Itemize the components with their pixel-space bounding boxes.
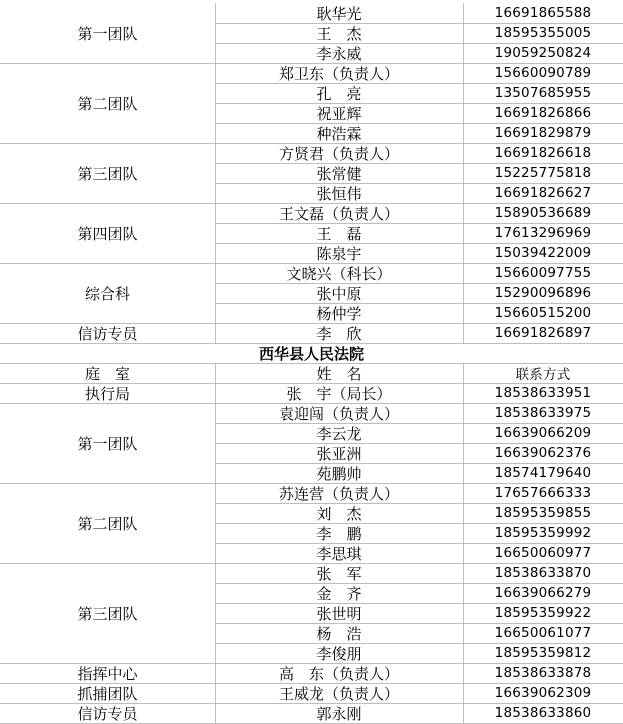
header-name: 姓 名 xyxy=(316,364,362,383)
member-phone: 15660097755 xyxy=(494,265,592,281)
member-name: 金 齐 xyxy=(316,584,362,603)
member-name: 王文磊（负责人） xyxy=(278,204,399,223)
member-name: 张亚洲 xyxy=(316,444,362,463)
member-phone: 15290096896 xyxy=(494,285,592,301)
grid-line xyxy=(463,363,464,383)
member-phone: 18574179640 xyxy=(494,465,592,481)
member-name: 王 杰 xyxy=(316,24,362,43)
member-name: 陈泉宇 xyxy=(316,244,362,263)
member-name: 李云龙 xyxy=(316,424,362,443)
member-phone: 18595359855 xyxy=(494,505,592,521)
member-phone: 16691826618 xyxy=(494,145,592,161)
member-name: 杨仲学 xyxy=(316,304,362,323)
member-name: 张中原 xyxy=(316,284,362,303)
member-name: 李俊朋 xyxy=(316,644,362,663)
member-name: 张世明 xyxy=(316,604,362,623)
member-name: 王 磊 xyxy=(316,224,362,243)
member-phone: 16639066279 xyxy=(494,585,592,601)
department-cell: 综合科 xyxy=(84,284,130,303)
member-name: 张 军 xyxy=(316,564,362,583)
member-name: 李 欣 xyxy=(316,324,362,343)
member-phone: 18595359812 xyxy=(494,645,592,661)
member-phone: 16639062376 xyxy=(494,445,592,461)
member-name: 杨 浩 xyxy=(316,624,362,643)
department-cell: 第三团队 xyxy=(77,164,138,183)
member-phone: 15660090789 xyxy=(494,65,592,81)
member-phone: 16691865588 xyxy=(494,5,592,21)
department-cell: 第四团队 xyxy=(77,224,138,243)
member-name: 郭永刚 xyxy=(316,704,362,723)
member-phone: 15225775818 xyxy=(494,165,592,181)
member-name: 耿华光 xyxy=(316,4,362,23)
member-phone: 18538633951 xyxy=(494,385,592,401)
member-phone: 16639066209 xyxy=(494,425,592,441)
member-name: 李永威 xyxy=(316,44,362,63)
member-phone: 16650060977 xyxy=(494,545,592,561)
member-phone: 15890536689 xyxy=(494,205,592,221)
member-phone: 18538633870 xyxy=(494,565,592,581)
member-phone: 17613296969 xyxy=(494,225,592,241)
grid-line xyxy=(215,363,216,383)
member-name: 郑卫东（负责人） xyxy=(278,64,399,83)
member-name: 李 鹏 xyxy=(316,524,362,543)
member-name: 孔 亮 xyxy=(316,84,362,103)
court-title: 西华县人民法院 xyxy=(258,344,364,363)
member-phone: 16691826866 xyxy=(494,105,592,121)
member-phone: 18538633975 xyxy=(494,405,592,421)
department-cell: 执行局 xyxy=(84,384,130,403)
department-cell: 第二团队 xyxy=(77,514,138,533)
member-phone: 17657666333 xyxy=(494,485,592,501)
department-cell: 抓捕团队 xyxy=(77,684,138,703)
member-name: 刘 杰 xyxy=(316,504,362,523)
member-name: 苏连营（负责人） xyxy=(278,484,399,503)
member-name: 种浩霖 xyxy=(316,124,362,143)
member-phone: 16650061077 xyxy=(494,625,592,641)
department-cell: 第一团队 xyxy=(77,434,138,453)
member-phone: 16691826627 xyxy=(494,185,592,201)
member-name: 祝亚辉 xyxy=(316,104,362,123)
member-name: 苑鹏帅 xyxy=(316,464,362,483)
member-phone: 18595359992 xyxy=(494,525,592,541)
member-name: 李思琪 xyxy=(316,544,362,563)
header-dept: 庭 室 xyxy=(84,364,130,383)
member-phone: 13507685955 xyxy=(494,85,592,101)
department-cell: 信访专员 xyxy=(77,704,138,723)
member-name: 文晓兴（科长） xyxy=(286,264,392,283)
member-phone: 15660515200 xyxy=(494,305,592,321)
member-phone: 18595355005 xyxy=(494,25,592,41)
member-phone: 16691826897 xyxy=(494,325,592,341)
member-phone: 18595359922 xyxy=(494,605,592,621)
department-cell: 信访专员 xyxy=(77,324,138,343)
member-phone: 16691829879 xyxy=(494,125,592,141)
header-phone: 联系方式 xyxy=(515,367,571,383)
member-name: 高 东（负责人） xyxy=(278,664,399,683)
department-cell: 第三团队 xyxy=(77,604,138,623)
member-name: 方贤君（负责人） xyxy=(278,144,399,163)
member-phone: 15039422009 xyxy=(494,245,592,261)
member-name: 张 宇（局长） xyxy=(286,384,392,403)
member-phone: 19059250824 xyxy=(494,45,592,61)
member-name: 王威龙（负责人） xyxy=(278,684,399,703)
member-phone: 18538633878 xyxy=(494,665,592,681)
member-phone: 16639062309 xyxy=(494,685,592,701)
department-cell: 指挥中心 xyxy=(77,664,138,683)
member-name: 张常健 xyxy=(316,164,362,183)
department-cell: 第一团队 xyxy=(77,24,138,43)
department-cell: 第二团队 xyxy=(77,94,138,113)
member-phone: 18538633860 xyxy=(494,705,592,721)
member-name: 袁迎闯（负责人） xyxy=(278,404,399,423)
member-name: 张恒伟 xyxy=(316,184,362,203)
